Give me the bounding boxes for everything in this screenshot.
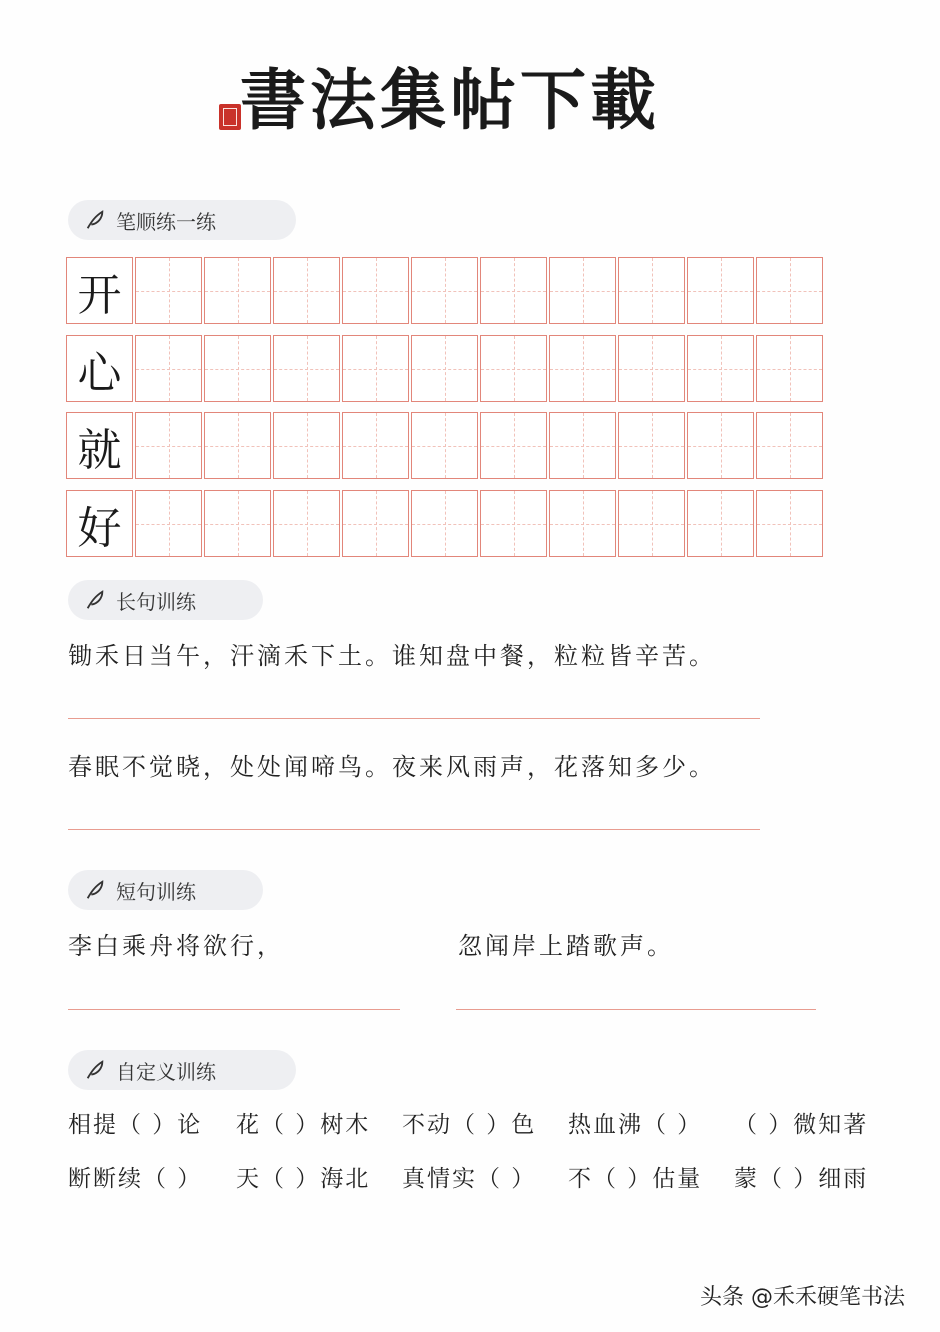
practice-cell [687,257,754,324]
practice-cell [687,490,754,557]
practice-cell [342,335,409,402]
custom-item: （ ）微知著 [734,1112,869,1138]
model-char: 好 [77,502,122,554]
practice-cell [756,257,823,324]
practice-cell [549,490,616,557]
model-char-cell [66,490,133,557]
practice-cell [480,412,547,479]
custom-item: 蒙（ ）细雨 [734,1166,869,1192]
custom-item: 热血沸（ ） [568,1112,703,1138]
practice-cell [204,412,271,479]
custom-item: 真情实（ ） [402,1166,537,1192]
pen-leaf-icon [84,589,106,611]
practice-cell [411,257,478,324]
practice-cell [273,257,340,324]
model-char-cell [66,257,133,324]
practice-cell [480,335,547,402]
writing-line [68,1009,400,1010]
practice-row [66,490,825,557]
custom-item: 断断续（ ） [68,1166,203,1192]
practice-cell [618,257,685,324]
model-char-cell [66,412,133,479]
practice-cell [411,412,478,479]
practice-cell [756,412,823,479]
section-label: 笔顺练一练 [116,209,216,234]
watermark-text: 头条 @禾禾硬笔书法 [700,1285,905,1310]
practice-cell [135,257,202,324]
practice-cell [549,412,616,479]
practice-cell [756,335,823,402]
practice-cell [342,490,409,557]
practice-cell [342,412,409,479]
custom-item: 天（ ）海北 [236,1166,371,1192]
practice-cell [135,335,202,402]
practice-cell [618,490,685,557]
section-label: 自定义训练 [116,1059,216,1084]
pen-leaf-icon [84,209,106,231]
custom-item: 相提（ ）论 [68,1112,203,1138]
practice-cell [687,412,754,479]
practice-cell [618,335,685,402]
long-sentence-1: 锄禾日当午，汗滴禾下土。谁知盘中餐，粒粒皆辛苦。 [68,642,716,670]
writing-line [68,718,760,719]
practice-cell [342,257,409,324]
practice-cell [273,490,340,557]
practice-cell [273,335,340,402]
section-stroke-header [68,200,296,240]
practice-cell [204,335,271,402]
custom-item: 不（ ）估量 [568,1166,703,1192]
practice-cell [480,257,547,324]
section-long-header [68,580,263,620]
section-short-header [68,870,263,910]
model-char: 就 [77,424,122,476]
practice-cell [411,490,478,557]
writing-line [68,829,760,830]
practice-cell [273,412,340,479]
section-custom-header [68,1050,296,1090]
custom-item: 不动（ ）色 [402,1112,537,1138]
pen-leaf-icon [84,879,106,901]
practice-cell [480,490,547,557]
practice-cell [411,335,478,402]
practice-row [66,412,825,479]
custom-item: 花（ ）树木 [236,1112,371,1138]
practice-row [66,335,825,402]
practice-cell [204,257,271,324]
practice-cell [204,490,271,557]
model-char: 开 [77,269,122,321]
practice-cell [756,490,823,557]
practice-cell [687,335,754,402]
practice-cell [618,412,685,479]
pen-leaf-icon [84,1059,106,1081]
practice-cell [135,490,202,557]
model-char-cell [66,335,133,402]
practice-cell [549,335,616,402]
long-sentence-2: 春眠不觉晓，处处闻啼鸟。夜来风雨声，花落知多少。 [68,753,716,781]
practice-cell [549,257,616,324]
section-label: 长句训练 [116,589,196,614]
section-label: 短句训练 [116,879,196,904]
practice-row [66,257,825,324]
short-sentence-1: 李白乘舟将欲行， [68,932,284,960]
model-char: 心 [77,347,122,399]
page-title: 書法集帖下載 [240,61,660,139]
seal-stamp-icon [219,104,241,130]
short-sentence-2: 忽闻岸上踏歌声。 [458,932,674,960]
practice-cell [135,412,202,479]
writing-line [456,1009,816,1010]
